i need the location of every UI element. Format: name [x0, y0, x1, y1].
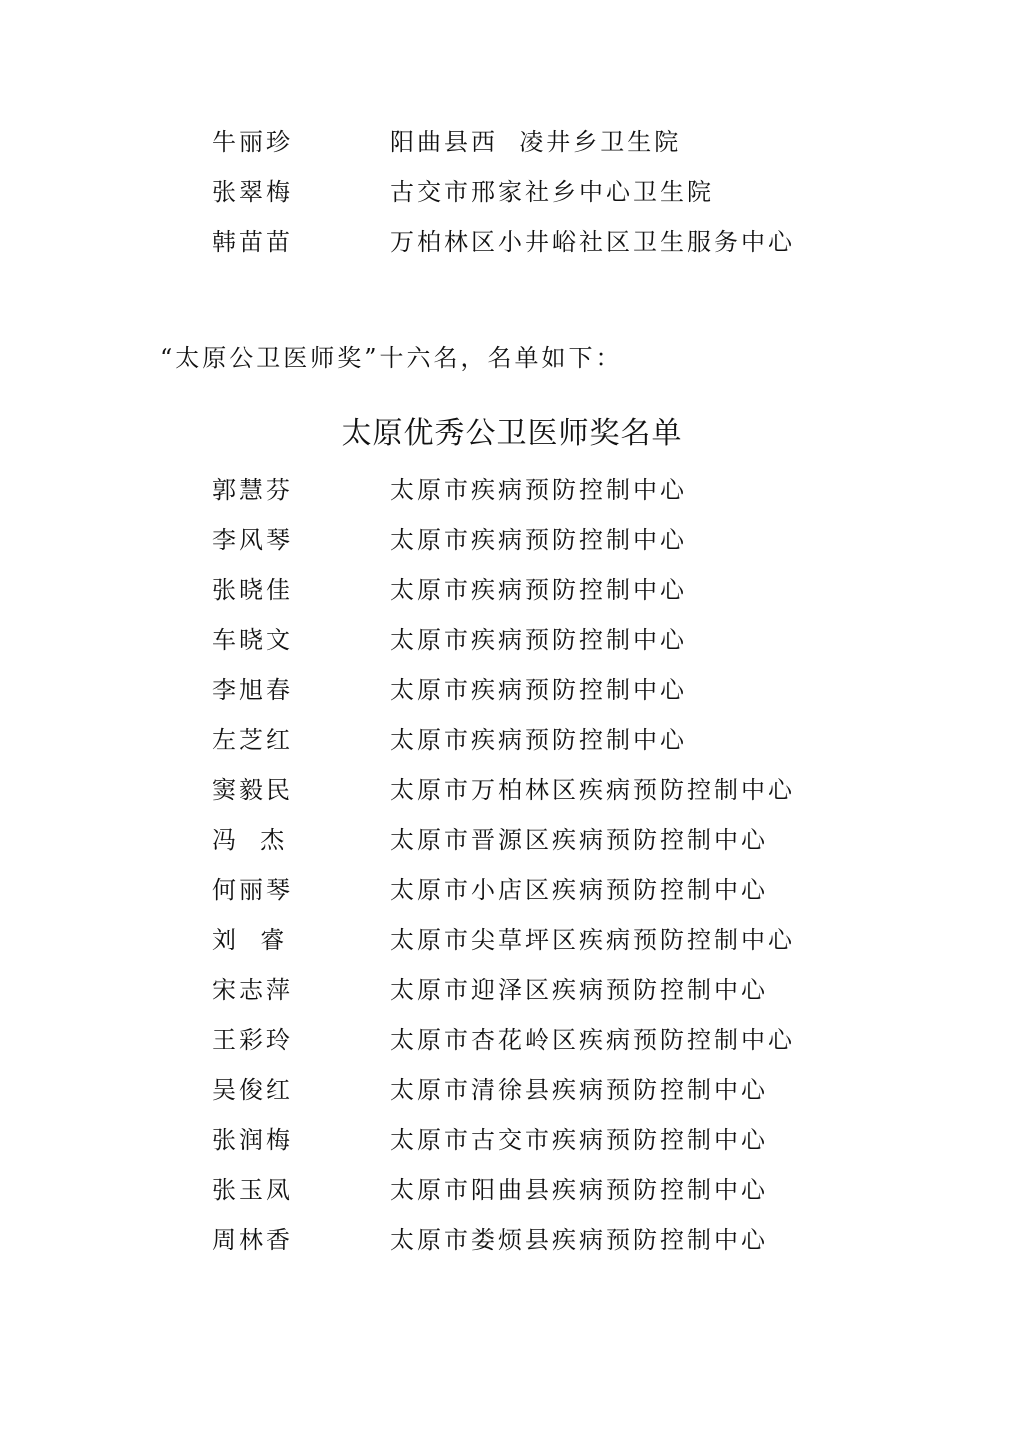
list-heading: 太原优秀公卫医师奖名单: [341, 416, 683, 451]
organization-name: 太原市疾病预防控制中心: [390, 626, 687, 654]
person-name: 张润梅: [212, 1126, 293, 1154]
person-name: 张晓佳: [212, 576, 293, 604]
list-item: [0, 1018, 1024, 1062]
list-item: [0, 170, 1024, 214]
organization-name: 太原市疾病预防控制中心: [390, 576, 687, 604]
organization-name: 太原市万柏林区疾病预防控制中心: [390, 776, 795, 804]
organization-name: 万柏林区小井峪社区卫生服务中心: [390, 228, 795, 256]
organization-name: 太原市小店区疾病预防控制中心: [390, 876, 768, 904]
person-name: 李风琴: [212, 526, 293, 554]
list-item: [0, 918, 1024, 962]
person-name: 刘 睿: [212, 926, 288, 954]
intro-paragraph: “太原公卫医师奖”十六名，名单如下：: [160, 344, 623, 372]
list-item: [0, 1068, 1024, 1112]
organization-name: 古交市邢家社乡中心卫生院: [390, 178, 714, 206]
organization-name: 太原市疾病预防控制中心: [390, 526, 687, 554]
person-name: 窦毅民: [212, 776, 293, 804]
list-item: [0, 568, 1024, 612]
list-item: [0, 220, 1024, 264]
person-name: 冯 杰: [212, 826, 288, 854]
list-item: [0, 968, 1024, 1012]
organization-name: 太原市古交市疾病预防控制中心: [390, 1126, 768, 1154]
list-item: [0, 1168, 1024, 1212]
organization-name: 阳曲县西 凌井乡卫生院: [390, 128, 682, 156]
person-name: 李旭春: [212, 676, 293, 704]
person-name: 吴俊红: [212, 1076, 293, 1104]
person-name: 张玉凤: [212, 1176, 293, 1204]
person-name: 宋志萍: [212, 976, 293, 1004]
list-item: [0, 868, 1024, 912]
organization-name: 太原市疾病预防控制中心: [390, 726, 687, 754]
organization-name: 太原市尖草坪区疾病预防控制中心: [390, 926, 795, 954]
person-name: 韩苗苗: [212, 228, 293, 256]
list-item: [0, 468, 1024, 512]
person-name: 何丽琴: [212, 876, 293, 904]
person-name: 周林香: [212, 1226, 293, 1254]
person-name: 王彩玲: [212, 1026, 293, 1054]
list-item: [0, 1118, 1024, 1162]
person-name: 左芝红: [212, 726, 293, 754]
list-item: [0, 718, 1024, 762]
organization-name: 太原市杏花岭区疾病预防控制中心: [390, 1026, 795, 1054]
organization-name: 太原市疾病预防控制中心: [390, 676, 687, 704]
organization-name: 太原市阳曲县疾病预防控制中心: [390, 1176, 768, 1204]
organization-name: 太原市疾病预防控制中心: [390, 476, 687, 504]
list-item: [0, 518, 1024, 562]
organization-name: 太原市清徐县疾病预防控制中心: [390, 1076, 768, 1104]
list-item: [0, 618, 1024, 662]
list-item: [0, 768, 1024, 812]
list-item: [0, 668, 1024, 712]
organization-name: 太原市迎泽区疾病预防控制中心: [390, 976, 768, 1004]
list-item: [0, 1218, 1024, 1262]
list-item: [0, 818, 1024, 862]
person-name: 牛丽珍: [212, 128, 293, 156]
person-name: 车晓文: [212, 626, 293, 654]
person-name: 张翠梅: [212, 178, 293, 206]
list-item: [0, 120, 1024, 164]
person-name: 郭慧芬: [212, 476, 293, 504]
organization-name: 太原市娄烦县疾病预防控制中心: [390, 1226, 768, 1254]
organization-name: 太原市晋源区疾病预防控制中心: [390, 826, 768, 854]
